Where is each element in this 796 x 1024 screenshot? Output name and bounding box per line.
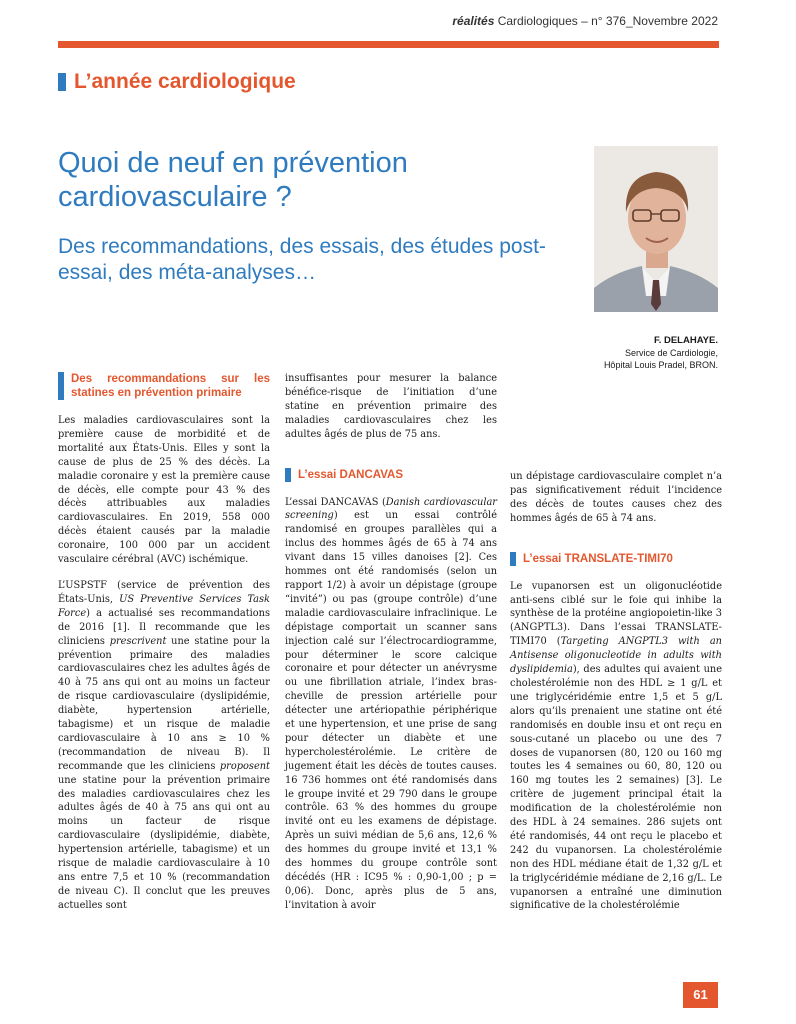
journal-name: réalités	[452, 14, 495, 28]
author-portrait	[594, 146, 718, 312]
author-affiliation-service: Service de Cardiologie,	[624, 348, 718, 358]
author-block	[560, 335, 718, 371]
subheading-statines	[58, 372, 270, 400]
text-run: ), des adultes qui avaient une cholestérolémie non des HDL ≥ 1 g/L et une triglycéridémie entre 1,5 et 5 g/L alors qu’ils prenaient une statine ont été randomisés en double insu et ont reçu en sous-cutané un placebo ou une des 7 doses de vupanorsen (80, 120 ou 160 mg toutes les 4 semaines ou 60, 80, 120 ou 160 mg toutes les 2 semaines) [3]. Le critère de jugement principal était la modification de la cholestérolémie non des HDL à 24 semaines. 286 sujets ont été randomisés, 44 ont reçu le placebo et 242 du vupanorsen. La cholestérolémie non des HDL médiane était de 1,32 g/L et la triglycéridémie médiane de 2,16 g/L. Le vupanorsen a entraîné une diminution significative de la cholestérolémie	[510, 664, 722, 912]
section-marker-icon	[58, 73, 66, 91]
text-run-italic: Danish cardiovascular screening	[285, 496, 497, 522]
page-number: 61	[683, 982, 718, 1008]
subheading-text: L’essai DANCAVAS	[298, 468, 404, 481]
text-run-italic: Targeting ANGPTL3 with an Antisense oligonucleotide in adults with dyslipidemia	[510, 636, 722, 676]
column-2	[285, 372, 497, 925]
paragraph	[285, 496, 497, 913]
text-run: L’essai DANCAVAS (	[285, 496, 386, 508]
text-run: une statine pour la prévention primaire des maladies cardiovasculaires chez les adultes âgés de 40 à 75 ans qui ont au moins un facteur de risque cardiovasculaire (dyslipidémie, diabète, hypertension artérielle, tabagisme) et un risque de maladie cardiovasculaire à 10 ans entre 7,5 et 10 % (recommandation de niveau C). Il conclut que les preuves actuelles sont	[58, 774, 270, 911]
section-label	[58, 70, 296, 94]
text-run: ) a actualisé ses recommandations de 2016 [1]. Il recommande que les cliniciens	[58, 607, 270, 647]
column-3	[510, 470, 722, 925]
author-affiliation-hospital: Hôpital Louis Pradel, BRON.	[603, 360, 718, 370]
issue-info: Cardiologiques – n° 376_Novembre 2022	[497, 14, 718, 28]
subheading-dancavas	[285, 468, 497, 482]
subheading-text: Des recommandations sur les statines en prévention primaire	[71, 373, 270, 399]
paragraph	[510, 580, 722, 914]
top-rule	[58, 41, 719, 48]
article-title: Quoi de neuf en prévention cardiovasculaire ?	[58, 147, 408, 213]
column-1	[58, 372, 270, 925]
subheading-translate	[510, 552, 722, 566]
subheading-marker-icon	[510, 552, 516, 566]
paragraph: un dépistage cardiovasculaire complet n’a pas significativement réduit l’incidence des décès de toutes causes chez des hommes âgés de 65 à 74 ans.	[510, 471, 722, 524]
author-name: F. DELAHAYE.	[653, 335, 718, 346]
subheading-text: L’essai TRANSLATE-TIMI70	[523, 552, 673, 565]
paragraph: insuffisantes pour mesurer la balance bénéfice-risque de l’initiation d’une statine en prévention primaire des maladies cardiovasculaires chez les adultes âgés de plus de 75 ans.	[285, 373, 497, 440]
running-header	[0, 14, 718, 28]
text-run-italic: prescrivent	[109, 635, 167, 647]
subheading-marker-icon	[285, 468, 291, 482]
text-run-italic: US Preventive Services Task Force	[58, 593, 270, 619]
article-subtitle: Des recommandations, des essais, des études post-essai, des méta-analyses…	[58, 235, 546, 284]
paragraph	[58, 579, 270, 913]
text-run: une statine pour la prévention primaire des maladies cardiovasculaires chez les adultes âgés de 40 à 75 ans qui ont au moins un facteur de risque cardiovasculaire (dyslipidémie, diabète, hypertension artérielle, tabagisme) et un risque de maladie cardiovasculaire à 10 ans ≥ 10 % (recommandation de niveau B). Il recommande que les cliniciens	[58, 635, 270, 772]
text-run: Le vupanorsen est un oligonucléotide anti-sens ciblé sur le foie qui inhibe la synthèse de la protéine angiopoietin-like 3 (ANGPTL3). Dans l’essai TRANSLATE-TIMI70 (	[510, 580, 722, 648]
text-run-italic: proposent	[219, 760, 270, 772]
text-run: L’USPSTF (service de prévention des États-Unis,	[58, 579, 270, 605]
author-photo	[594, 146, 718, 312]
subheading-marker-icon	[58, 372, 64, 400]
paragraph: Les maladies cardiovasculaires sont la première cause de morbidité et de mortalité aux États-Unis. Elles y sont la cause de plus de 25 % des décès. La maladie coronaire y est la première cause de décès, elle compte pour 43 % des décès attribuables aux maladies cardiovasculaires. En 2019, 558 000 décès étaient causés par la maladie coronaire, 100 000 par un accident vasculaire cérébral (AVC) ischémique.	[58, 415, 270, 566]
text-run: ) est un essai contrôlé randomisé en groupes parallèles qui a inclus des hommes âgés de 65 à 74 ans vivant dans 15 villes danoises [2]. Ces hommes ont été randomisés (selon un rapport 1/2) à avoir un dépistage (groupe “invité”) ou pas (groupe contrôle) d’une maladie cardiovasculaire infraclinique. Le dépistage comportait un scanner sans injection calé sur l’électrocardiogramme, pour déterminer le score calcique coronaire et pour détecter un anévrysme ou une fibrillation atriale, l’index bras-cheville de pression artérielle pour détecter une artériopathie périphérique et une hypertension, et une prise de sang pour détecter un diabète et une hypercholestérolémie. Le critère de jugement était les décès de toutes causes. 16 736 hommes ont été randomisés dans le groupe invité et 29 790 dans le groupe contrôle. 63 % des hommes du groupe invité ont eu les examens de dépistage. Après un suivi médian de 5,6 ans, 12,6 % des hommes du groupe invité et 13,1 % des hommes du groupe contrôle sont décédés (HR : IC95 % : 0,90-1,00 ; p = 0,06). Donc, après plus de 5 ans, l’invitation à avoir	[285, 510, 497, 911]
section-title: L’année cardiologique	[74, 70, 296, 93]
